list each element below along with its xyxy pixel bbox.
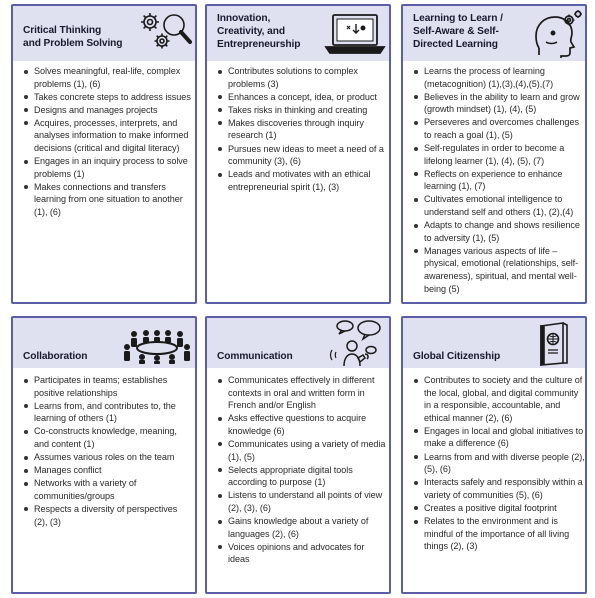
head-gears-icon — [531, 8, 583, 58]
list-item: Listens to understand all points of view (2), (3), (6) — [217, 489, 387, 514]
competency-card-learning-to-learn — [401, 4, 587, 304]
laptop-idea-icon — [323, 10, 387, 58]
list-item: Learns from and with diverse people (2), (5), (6) — [413, 451, 585, 476]
list-item: Makes discoveries through inquiry research (1) — [217, 117, 387, 142]
list-item: Selects appropriate digital tools according to purpose (1) — [217, 464, 387, 489]
card-bullet-list — [23, 65, 193, 219]
gears-magnifier-icon — [135, 9, 195, 59]
list-item: Takes concrete steps to address issues — [23, 91, 193, 104]
list-item: Voices opinions and advocates for ideas — [217, 541, 387, 566]
list-item: Communicates using a variety of media (1), (5) — [217, 438, 387, 463]
list-item: Communicates effectively in different contexts in oral and written form in French and/or English — [217, 374, 387, 412]
list-item: Contributes to society and the culture of the local, global, and digital community in a responsible, accountable, and ethical manner (2), (6) — [413, 374, 585, 424]
speaker-bubbles-icon — [325, 318, 387, 368]
list-item: Co-constructs knowledge, meaning, and content (1) — [23, 425, 193, 450]
competency-card-global-citizenship — [401, 316, 587, 594]
list-item: Solves meaningful, real-life, complex problems (1), (6) — [23, 65, 193, 90]
competency-card-communication — [205, 316, 391, 594]
list-item: Asks effective questions to acquire knowledge (6) — [217, 412, 387, 437]
team-table-icon — [121, 330, 193, 364]
list-item: Designs and manages projects — [23, 104, 193, 117]
list-item: Assumes various roles on the team — [23, 451, 193, 464]
competency-card-innovation — [205, 4, 391, 304]
list-item: Pursues new ideas to meet a need of a community (3), (6) — [217, 143, 387, 168]
card-bullet-list — [413, 374, 585, 553]
list-item: Contributes solutions to complex problems (3) — [217, 65, 387, 90]
list-item: Engages in an inquiry process to solve problems (1) — [23, 155, 193, 180]
list-item: Creates a positive digital footprint — [413, 502, 585, 515]
list-item: Believes in the ability to learn and grow (growth mindset) (1), (4), (5) — [413, 91, 585, 116]
list-item: Takes risks in thinking and creating — [217, 104, 387, 117]
list-item: Enhances a concept, idea, or product — [217, 91, 387, 104]
card-bullet-list — [217, 65, 387, 194]
list-item: Gains knowledge about a variety of languages (2), (6) — [217, 515, 387, 540]
card-title: Learning to Learn / Self-Aware & Self- Directed Learning — [413, 13, 503, 50]
list-item: Reflects on experience to enhance learning (1), (7) — [413, 168, 585, 193]
list-item: Cultivates emotional intelligence to understand self and others (1), (2),(4) — [413, 193, 585, 218]
list-item: Perseveres and overcomes challenges to reach a goal (1), (5) — [413, 116, 585, 141]
list-item: Interacts safely and responsibly within a variety of communities (5), (6) — [413, 476, 585, 501]
list-item: Respects a diversity of perspectives (2), (3) — [23, 503, 193, 528]
competency-card-critical-thinking — [11, 4, 197, 304]
competency-card-collaboration — [11, 316, 197, 594]
list-item: Manages various aspects of life – physical, emotional (relationships, self-awareness), spiritual, and mental well-being (5) — [413, 245, 585, 295]
list-item: Manages conflict — [23, 464, 193, 477]
list-item: Networks with a variety of communities/groups — [23, 477, 193, 502]
card-title: Critical Thinking and Problem Solving — [23, 25, 123, 49]
passport-icon — [537, 322, 571, 366]
list-item: Learns from, and contributes to, the learning of others (1) — [23, 400, 193, 425]
list-item: Engages in local and global initiatives to make a difference (6) — [413, 425, 585, 450]
card-bullet-list — [217, 374, 387, 566]
list-item: Relates to the environment and is mindful of the importance of all living things (2), (3) — [413, 515, 585, 553]
list-item: Learns the process of learning (metacognition) (1),(3),(4),(5),(7) — [413, 65, 585, 90]
list-item: Adapts to change and shows resilience to adversity (1), (5) — [413, 219, 585, 244]
list-item: Self-regulates in order to become a lifelong learner (1), (4), (5), (7) — [413, 142, 585, 167]
card-title: Innovation, Creativity, and Entrepreneurship — [217, 13, 301, 50]
list-item: Participates in teams; establishes positive relationships — [23, 374, 193, 399]
list-item: Acquires, processes, interprets, and analyses information to make informed decisions (critical and digital literacy) — [23, 117, 193, 155]
list-item: Leads and motivates with an ethical entrepreneurial spirit (1), (3) — [217, 168, 387, 193]
card-title: Collaboration — [23, 351, 88, 362]
card-title: Global Citizenship — [413, 351, 501, 362]
card-title: Communication — [217, 351, 293, 362]
card-bullet-list — [413, 65, 585, 296]
list-item: Makes connections and transfers learning from one situation to another (1), (6) — [23, 181, 193, 219]
card-bullet-list — [23, 374, 193, 529]
